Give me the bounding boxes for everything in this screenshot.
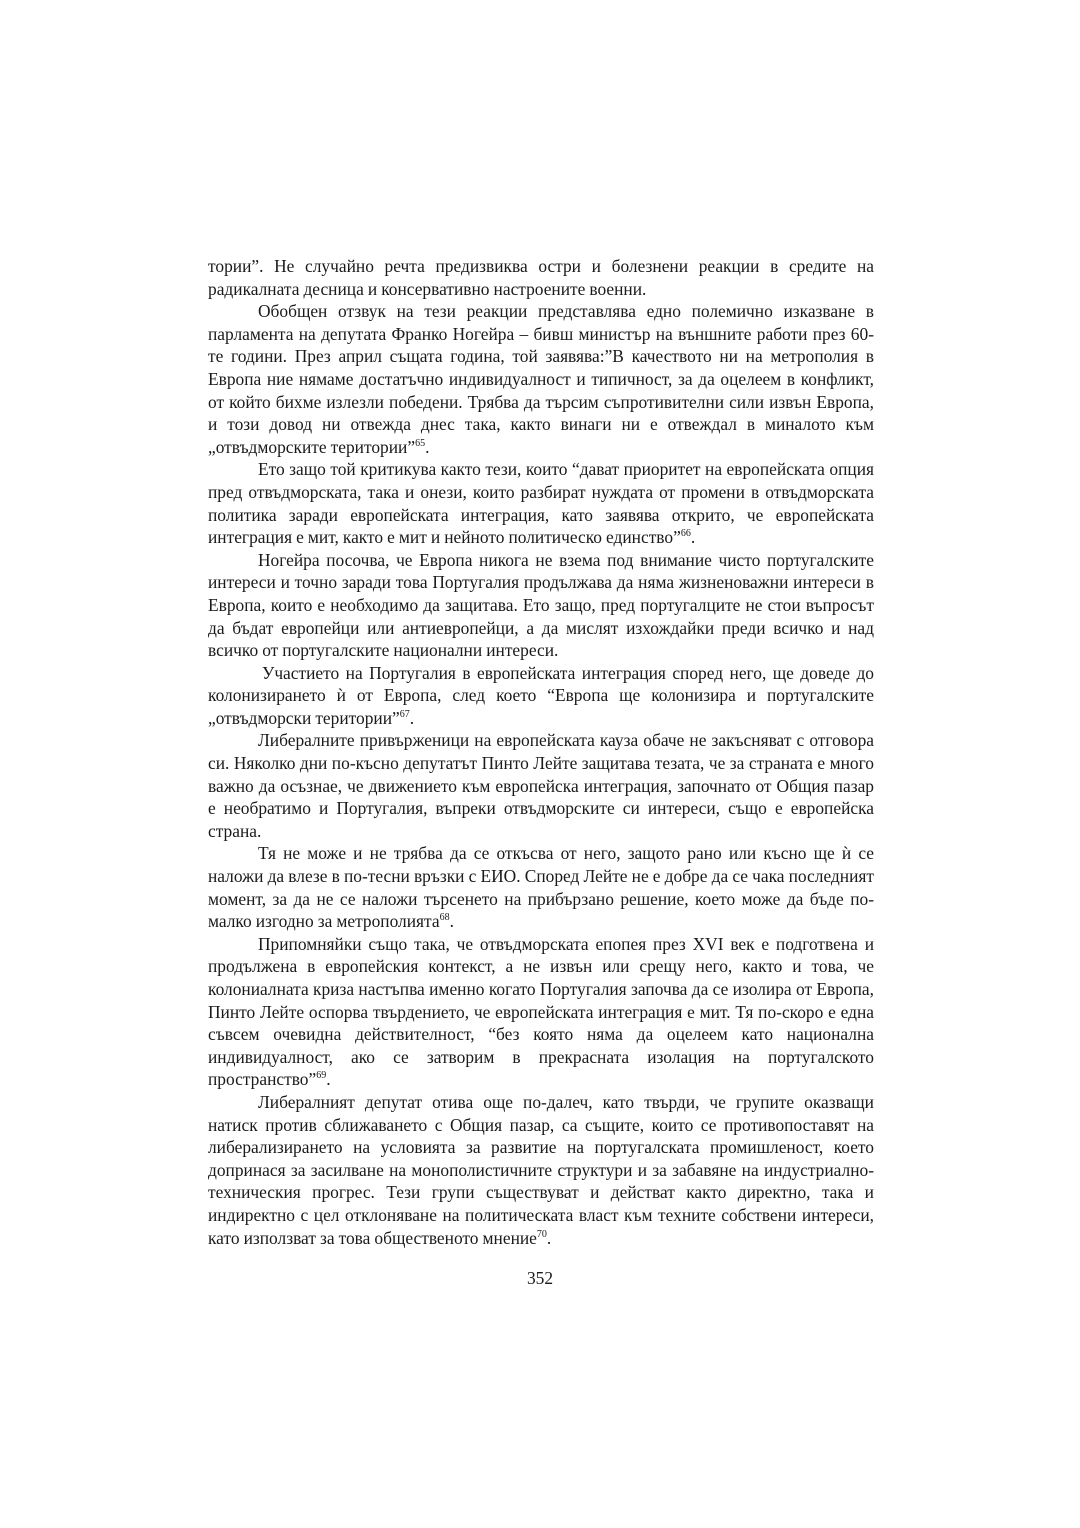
paragraph-8-tail: .: [546, 1227, 552, 1248]
footnote-ref-65[interactable]: 65: [415, 437, 426, 449]
paragraph-8: [208, 1091, 874, 1249]
paragraph-7-text: Припомняйки също така, че отвъдморската епопея през XVI век е подготвена и продължена в европейския контекст, а не извън или срещу него, както и това, че колониалната криза настъпва именно когато Португалия започва да се изолира от Европа, Пинто Лейте оспорва твърдението, че европейската интеграция е мит. Тя по-скоро е една съвсем очевидна действителност, “без която няма да оцелеем като национална индивидуалност, ако се затворим в прекрасната изолация на португалското пространство”: [208, 933, 874, 1090]
paragraph-7: [208, 933, 874, 1091]
footnote-ref-67[interactable]: 67: [399, 709, 410, 721]
paragraph-3: [208, 549, 874, 662]
paragraph-8-text: Либералният депутат отива още по-далеч, като твърди, че групите оказващи натиск против сближаването с Общия пазар, са същите, които се противопоставят на либерализирането на условията за развитие на португалската промишленост, което допринася за засилване на монополистичните структури и за забавяне на индустриално-техническия прогрес. Тези групи съществуват и действат както директно, така и индиректно с цел отклоняване на политическата власт към техните собствени интереси, като използват за това общественото мнение: [208, 1091, 874, 1248]
paragraph-1-tail: .: [425, 436, 430, 457]
paragraph-1-text: Обобщен отзвук на тези реакции представлява едно полемично изказване в парламента на депутата Франко Ногейра – бивш министър на външните работи през 60-те години. През април същата година, той заявява:”В качеството ни на метрополия в Европа ние нямаме достатъчно индивидуалност и типичност, за да оцелеем в конфликт, от който бихме излезли победени. Трябва да търсим съпротивителни сили извън Европа, и този довод ни отвежда днес така, както винаги ни е отвеждал в миналото към „отвъдморските територии”: [208, 301, 874, 457]
footnote-ref-69[interactable]: 69: [316, 1070, 327, 1082]
document-page: [208, 255, 874, 1249]
footnote-ref-68[interactable]: 68: [439, 912, 450, 924]
paragraph-0: [208, 255, 874, 300]
paragraph-5: [208, 729, 874, 842]
paragraph-0-text: тории”. Не случайно речта предизвиква остри и болезнени реакции в средите на радикалната десница и консервативно настроените военни.: [208, 256, 874, 299]
paragraph-4-text: Участието на Португалия в европейската интеграция според него, ще доведе до колонизирането ѝ от Европа, след което “Европа ще колонизира и португалските „отвъдморски територии”: [208, 662, 874, 728]
paragraph-1: [208, 300, 874, 458]
page-number: 352: [526, 1268, 554, 1288]
paragraph-6-tail: .: [449, 911, 454, 932]
footnote-ref-70[interactable]: 70: [536, 1228, 547, 1240]
paragraph-4-tail: .: [409, 707, 415, 728]
paragraph-5-text: Либералните привърженици на европейската кауза обаче не закъсняват с отговора си. Няколко дни по-късно депутатът Пинто Лейте защитава тезата, че за страната е много важно да осъзнае, че движението към европейска интеграция, започнато от Общия пазар е необратимо и Португалия, въпреки отвъдморските си интереси, също е европейска страна.: [208, 730, 874, 841]
paragraph-2: [208, 458, 874, 548]
footnote-ref-66[interactable]: 66: [680, 528, 691, 540]
paragraph-6-text: Тя не може и не трябва да се откъсва от него, защото рано или късно ще ѝ се наложи да влезе в по-тесни връзки с ЕИО. Според Лейте не е добре да се чака последният момент, за да не се наложи търсенето на прибързано решение, което може да бъде по-малко изгодно за метрополията: [208, 843, 874, 932]
paragraph-2-text: Ето защо той критикува както тези, които “дават приоритет на европейската опция пред отвъдморската, така и онези, които разбират нуждата от промени в отвъдморската политика заради европейската интеграция, като заявява открито, че европейската интеграция е мит, както е мит и нейното политическо единство”: [208, 459, 874, 548]
paragraph-4: [208, 662, 874, 730]
paragraph-7-tail: .: [326, 1069, 331, 1090]
paragraph-2-tail: .: [690, 527, 696, 548]
paragraph-6: [208, 842, 874, 932]
paragraph-3-text: Ногейра посочва, че Европа никога не взема под внимание чисто португалските интереси и точно заради това Португалия продължава да няма жизненоважни интереси в Европа, които е необходимо да защитава. Ето защо, пред португалците не стои въпросът да бъдат европейци или антиевропейци, а да мислят изхождайки преди всичко и над всичко от португалските национални интереси.: [208, 549, 874, 661]
